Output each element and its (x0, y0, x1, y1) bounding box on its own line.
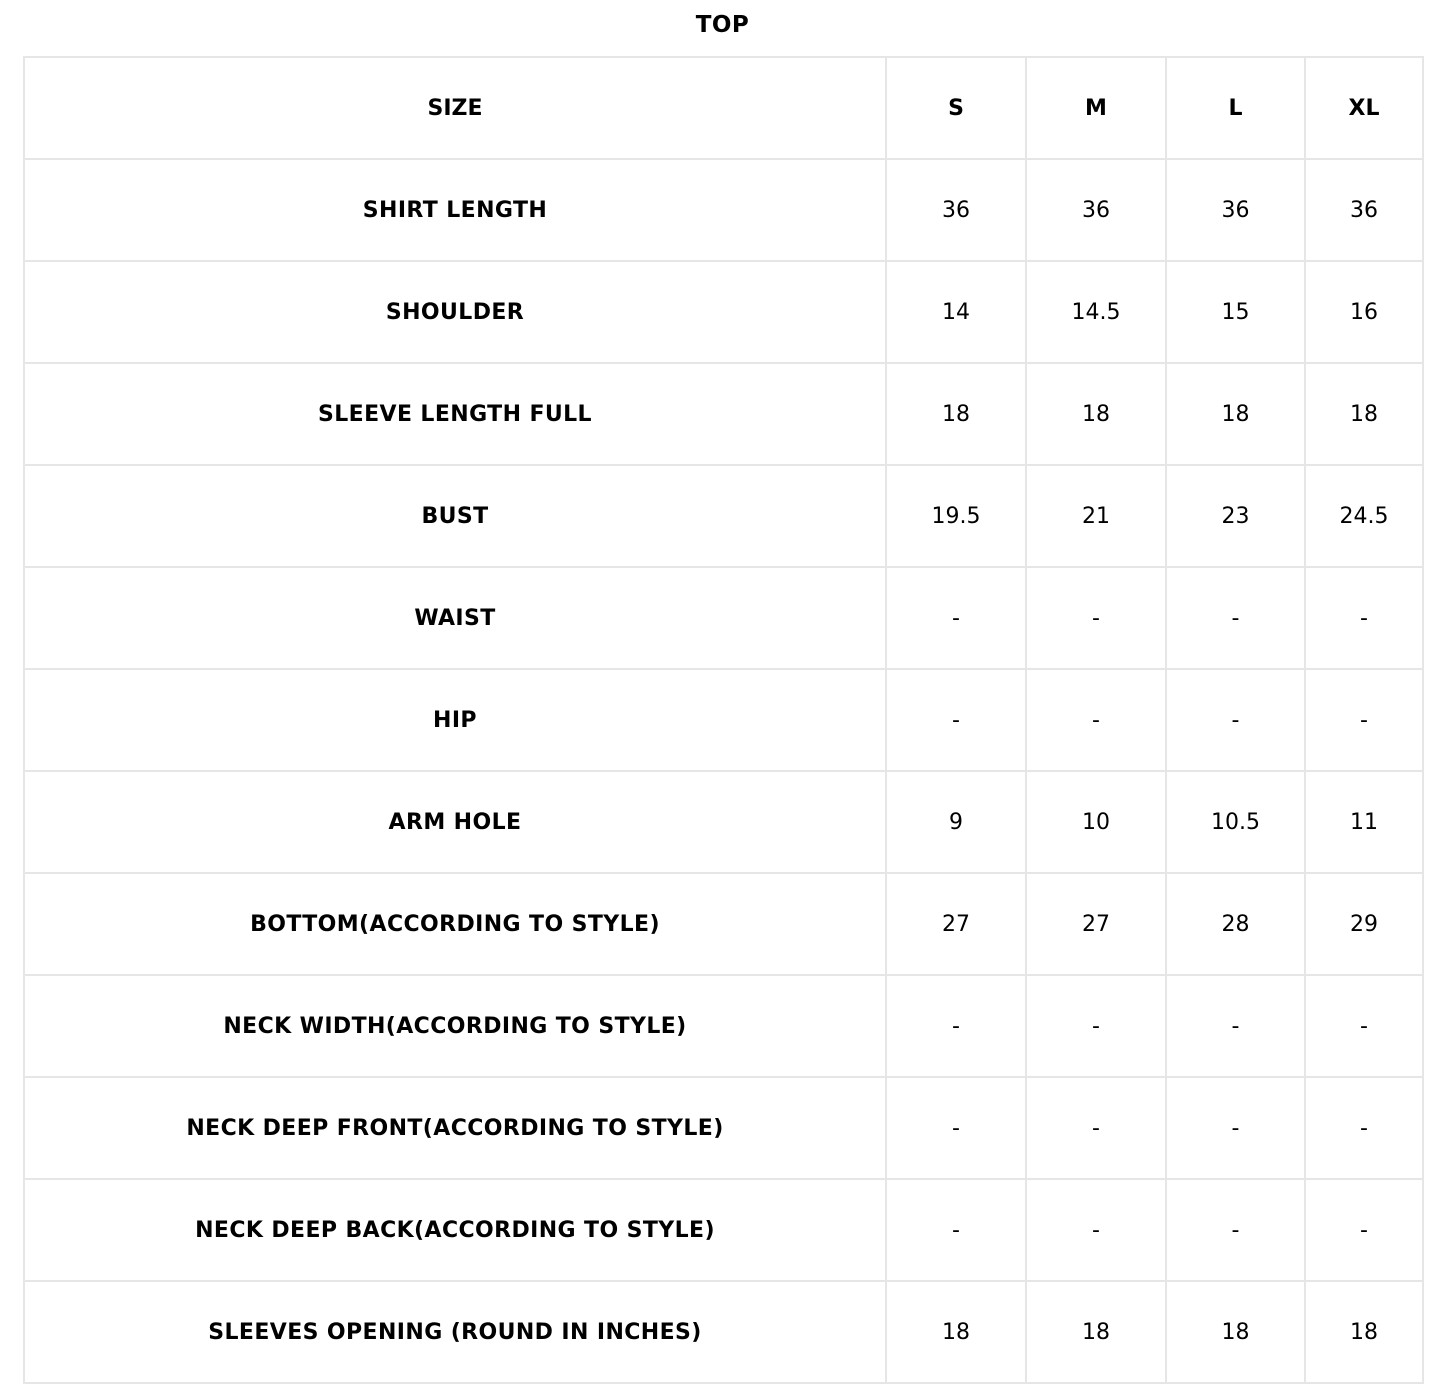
row-value-xl: 16 (1305, 261, 1423, 363)
row-value-m: 10 (1026, 771, 1166, 873)
row-value-l: - (1166, 975, 1305, 1077)
table-row (24, 771, 1423, 873)
row-label: BUST (24, 465, 886, 567)
row-label: BOTTOM(ACCORDING TO STYLE) (24, 873, 886, 975)
row-value-m: 27 (1026, 873, 1166, 975)
row-value-xl: 36 (1305, 159, 1423, 261)
row-value-xl: - (1305, 669, 1423, 771)
row-value-s: - (886, 975, 1026, 1077)
header-size-xl: XL (1305, 57, 1423, 159)
row-value-s: - (886, 567, 1026, 669)
row-value-m: 14.5 (1026, 261, 1166, 363)
row-value-s: - (886, 1179, 1026, 1281)
row-label: NECK DEEP FRONT(ACCORDING TO STYLE) (24, 1077, 886, 1179)
row-value-xl: 29 (1305, 873, 1423, 975)
row-value-m: 18 (1026, 363, 1166, 465)
row-value-xl: - (1305, 1077, 1423, 1179)
row-value-l: - (1166, 1179, 1305, 1281)
row-value-l: - (1166, 1077, 1305, 1179)
row-value-s: - (886, 1077, 1026, 1179)
row-value-m: - (1026, 567, 1166, 669)
row-value-xl: 18 (1305, 1281, 1423, 1383)
row-value-l: 18 (1166, 363, 1305, 465)
row-value-l: 10.5 (1166, 771, 1305, 873)
page-title: TOP (695, 12, 750, 38)
header-size-label: SIZE (24, 57, 886, 159)
size-chart-table (23, 56, 1424, 1384)
row-value-l: 23 (1166, 465, 1305, 567)
row-label: NECK DEEP BACK(ACCORDING TO STYLE) (24, 1179, 886, 1281)
table-row (24, 669, 1423, 771)
row-label: SLEEVE LENGTH FULL (24, 363, 886, 465)
table-header-row (24, 57, 1423, 159)
row-value-l: - (1166, 669, 1305, 771)
table-row (24, 159, 1423, 261)
table-row (24, 1077, 1423, 1179)
table-row (24, 363, 1423, 465)
row-label: WAIST (24, 567, 886, 669)
table-row (24, 261, 1423, 363)
row-label: NECK WIDTH(ACCORDING TO STYLE) (24, 975, 886, 1077)
row-value-xl: - (1305, 1179, 1423, 1281)
row-value-m: - (1026, 1077, 1166, 1179)
row-label: SHOULDER (24, 261, 886, 363)
row-value-l: 28 (1166, 873, 1305, 975)
row-value-l: 36 (1166, 159, 1305, 261)
row-value-xl: - (1305, 975, 1423, 1077)
row-label: SLEEVES OPENING (ROUND IN INCHES) (24, 1281, 886, 1383)
row-value-l: - (1166, 567, 1305, 669)
row-value-s: 36 (886, 159, 1026, 261)
row-value-s: 9 (886, 771, 1026, 873)
row-value-s: 18 (886, 1281, 1026, 1383)
row-value-xl: 18 (1305, 363, 1423, 465)
row-value-m: 18 (1026, 1281, 1166, 1383)
row-label: SHIRT LENGTH (24, 159, 886, 261)
row-value-xl: - (1305, 567, 1423, 669)
table-row (24, 1281, 1423, 1383)
row-value-m: 21 (1026, 465, 1166, 567)
row-label: HIP (24, 669, 886, 771)
row-value-m: 36 (1026, 159, 1166, 261)
row-value-m: - (1026, 669, 1166, 771)
row-value-s: 19.5 (886, 465, 1026, 567)
row-value-m: - (1026, 975, 1166, 1077)
row-value-l: 18 (1166, 1281, 1305, 1383)
row-value-l: 15 (1166, 261, 1305, 363)
header-size-l: L (1166, 57, 1305, 159)
row-value-s: - (886, 669, 1026, 771)
row-label: ARM HOLE (24, 771, 886, 873)
table-row (24, 567, 1423, 669)
row-value-s: 14 (886, 261, 1026, 363)
table-row (24, 1179, 1423, 1281)
row-value-xl: 11 (1305, 771, 1423, 873)
header-size-s: S (886, 57, 1026, 159)
row-value-xl: 24.5 (1305, 465, 1423, 567)
row-value-s: 18 (886, 363, 1026, 465)
row-value-m: - (1026, 1179, 1166, 1281)
table-row (24, 975, 1423, 1077)
row-value-s: 27 (886, 873, 1026, 975)
table-row (24, 465, 1423, 567)
header-size-m: M (1026, 57, 1166, 159)
table-row (24, 873, 1423, 975)
